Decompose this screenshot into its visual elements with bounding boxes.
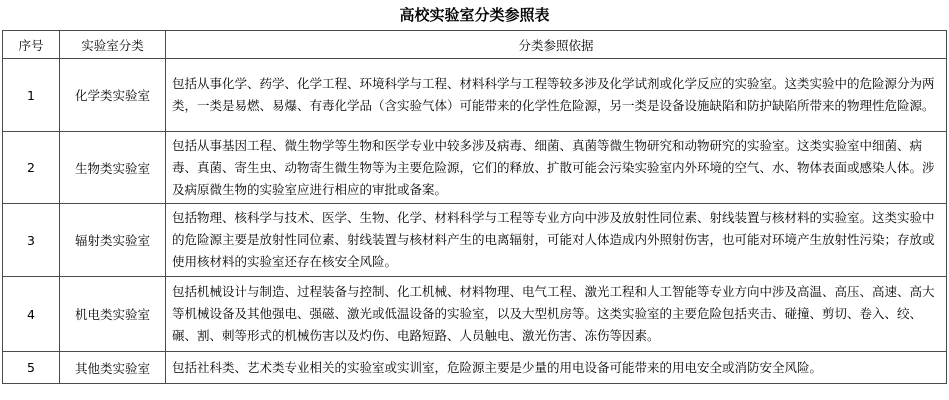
lab-classification-table <box>2 30 947 384</box>
row-basis: 包括从事基因工程、微生物学等生物和医学专业中较多涉及病毒、细菌、真菌等微生物研究和动物研究的实验室。这类实验室中细菌、病毒、真菌、寄生虫、动物寄生微生物等为主要危险源，它们的释放、扩散可能会污染实验室内外环境的空气、水、物体表面或感染人体。涉及病原微生物的实验室应进行相应的审批或备案。 <box>166 132 947 204</box>
row-basis: 包括机械设计与制造、过程装备与控制、化工机械、材料物理、电气工程、激光工程和人工智能等专业方向中涉及高温、高压、高速、高大等机械设备及其他强电、强磁、激光或低温设备的实验室，以及大型机房等。这类实验室的主要危险包括夹击、碰撞、剪切、卷入、绞、碾、割、刺等形式的机械伤害以及灼伤、电路短路、人员触电、激光伤害、冻伤等因素。 <box>166 277 947 352</box>
row-number: 2 <box>3 132 60 204</box>
row-basis: 包括从事化学、药学、化学工程、环境科学与工程、材料科学与工程等较多涉及化学试剂或化学反应的实验室。这类实验中的危险源分为两类，一类是易燃、易爆、有毒化学品（含实验气体）可能带来的化学性危险源，另一类是设备设施缺陷和防护缺陷所带来的物理性危险源。 <box>166 59 947 132</box>
table-row <box>3 352 947 384</box>
table-row <box>3 132 947 204</box>
row-category: 机电类实验室 <box>60 277 166 352</box>
table-row <box>3 59 947 132</box>
row-basis: 包括物理、核科学与技术、医学、生物、化学、材料科学与工程等专业方向中涉及放射性同位素、射线装置与核材料的实验室。这类实验中的危险源主要是放射性同位素、射线装置与核材料产生的电离辐射，可能对人体造成内外照射伤害，也可能对环境产生放射性污染；存放或使用核材料的实验室还存在核安全风险。 <box>166 204 947 277</box>
row-category: 化学类实验室 <box>60 59 166 132</box>
table-header-row <box>3 31 947 59</box>
row-basis: 包括社科类、艺术类专业相关的实验室或实训室，危险源主要是少量的用电设备可能带来的用电安全或消防安全风险。 <box>166 352 947 384</box>
row-number: 3 <box>3 204 60 277</box>
row-category: 辐射类实验室 <box>60 204 166 277</box>
table-row <box>3 277 947 352</box>
table-title: 高校实验室分类参照表 <box>399 6 550 24</box>
header-category: 实验室分类 <box>60 31 166 59</box>
header-basis: 分类参照依据 <box>166 31 947 59</box>
row-number: 1 <box>3 59 60 132</box>
row-number: 5 <box>3 352 60 384</box>
row-number: 4 <box>3 277 60 352</box>
row-category: 生物类实验室 <box>60 132 166 204</box>
table-row <box>3 204 947 277</box>
row-category: 其他类实验室 <box>60 352 166 384</box>
header-number: 序号 <box>3 31 60 59</box>
